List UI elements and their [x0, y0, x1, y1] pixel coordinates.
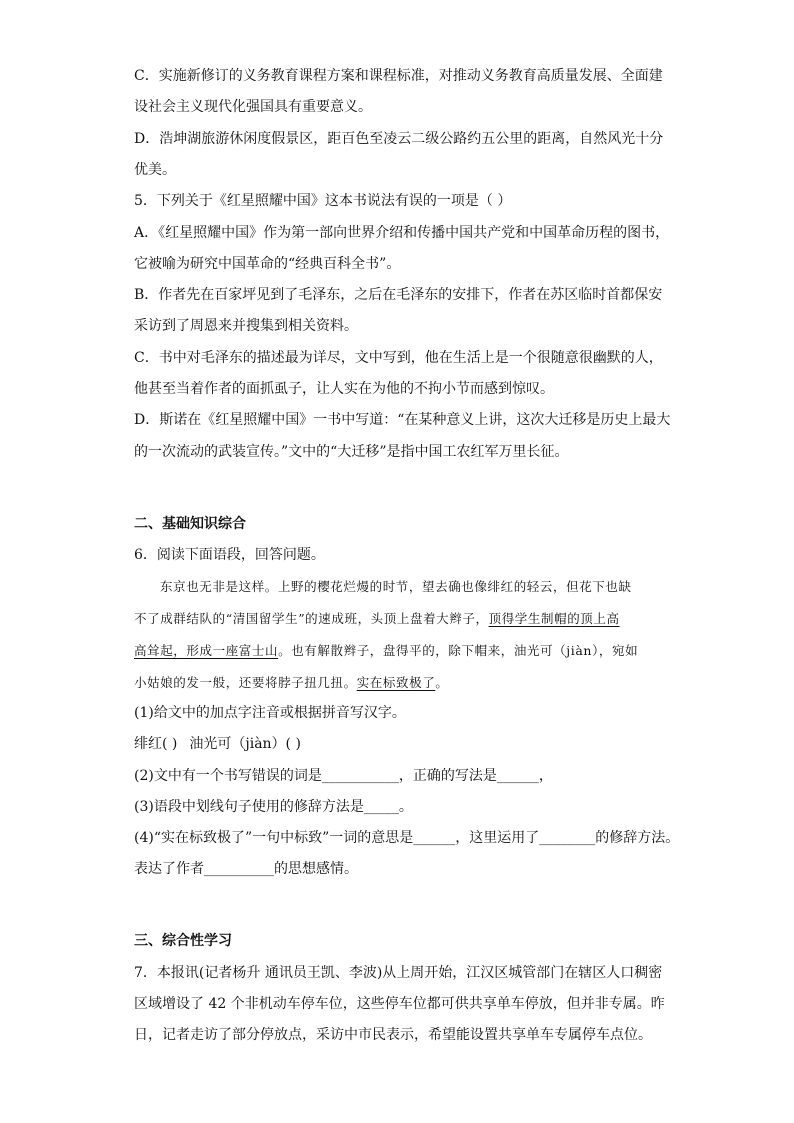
q6-sub3: (3)语段中划线句子使用的修辞方法是_____。 — [134, 799, 413, 815]
q6-passage-line3 — [134, 642, 638, 660]
sub1-item-b: 油光可（jiàn）( ) — [189, 736, 301, 752]
passage-underlined-phrase: 实在标致极了 — [356, 675, 436, 690]
q6-sub4-line2: 表达了作者__________的思想感情。 — [134, 861, 358, 877]
q5-option-b-line2: 采访到了周恩来并搜集到相关资料。 — [134, 318, 358, 334]
passage-text: 。 — [435, 675, 449, 690]
q6-passage-line4 — [134, 674, 448, 692]
q4-option-c-line2: 设社会主义现代化强国具有重要意义。 — [134, 99, 372, 115]
q6-passage-line1: 东京也无非是这样。上野的樱花烂熳的时节，望去确也像绯红的轻云，但花下也缺 — [160, 579, 632, 594]
passage-text: 。也有解散辫子，盘得平的，除下帽来，油光可（jiàn），宛如 — [278, 643, 639, 658]
q6-sub4-line1: (4)“实在标致极了”一句中标致”一词的意思是______，这里运用了________的修辞方法。 — [134, 830, 680, 846]
q5-option-c-line1: C．书中对毛泽东的描述最为详尽，文中写到，他在生活上是一个很随意很幽默的人， — [134, 350, 663, 366]
q7-line2: 区域增设了 42 个非机动车停车位，这些停车位都可供共享单车停放，但并非专属。昨 — [134, 996, 665, 1012]
passage-underlined-sentence: 高耸起，形成一座富士山 — [134, 643, 279, 658]
section-3-title: 三、综合性学习 — [134, 933, 232, 949]
passage-underlined-sentence: 顶得学生制帽的顶上高 — [488, 611, 620, 626]
q4-option-d-line2: 优美。 — [134, 162, 176, 178]
q6-sub1-items — [134, 735, 301, 753]
q7-line1: 7．本报讯(记者杨升 通讯员王凯、李波)从上周开始，江汉区城管部门在辖区人口稠密 — [134, 965, 663, 981]
passage-text: 小姑娘的发一般，还要将脖子扭几扭。 — [134, 675, 357, 690]
sub1-item-a: 绯红( ) — [134, 736, 178, 752]
q5-option-d-line1: D．斯诺在《红星照耀中国》一书中写道：“在某种意义上讲，这次大迁移是历史上最大 — [134, 412, 671, 428]
q6-sub2: (2)文中有一个书写错误的词是___________，正确的写法是______， — [134, 768, 553, 784]
q6-stem: 6．阅读下面语段，回答问题。 — [134, 547, 325, 563]
section-2-title: 二、基础知识综合 — [134, 516, 246, 532]
q4-option-d-line1: D．浩坤湖旅游休闲度假景区，距百色至凌云二级公路约五公里的距离，自然风光十分 — [134, 131, 664, 147]
q5-option-d-line2: 的一次流动的武装宣传。”文中的“大迁移”是指中国工农红军万里长征。 — [134, 444, 569, 460]
q5-option-a-line2: 它被喻为研究中国革命的“经典百科全书”。 — [134, 256, 401, 272]
q6-sub1: (1)给文中的加点字注音或根据拼音写汉字。 — [134, 705, 406, 721]
passage-text: 不了成群结队的“清国留学生”的速成班，头顶上盘着大辫子， — [134, 611, 489, 626]
q7-line3: 日，记者走访了部分停放点，采访中市民表示，希望能设置共享单车专属停车点位。 — [134, 1027, 652, 1043]
q4-option-c-line1: C．实施新修订的义务教育课程方案和课程标准，对推动义务教育高质量发展、全面建 — [134, 68, 663, 84]
q5-option-a-line1: A．《红星照耀中国》作为第一部向世界介绍和传播中国共产党和中国革命历程的图书， — [134, 225, 670, 241]
q5-option-b-line1: B．作者先在百家坪见到了毛泽东，之后在毛泽东的安排下，作者在苏区临时首都保安 — [134, 287, 663, 303]
q6-passage-line2 — [134, 610, 620, 628]
q5-stem: 5．下列关于《红星照耀中国》这本书说法有误的一项是（ ） — [134, 193, 512, 209]
q5-option-c-line2: 他甚至当着作者的面抓虱子，让人实在为他的不拘小节而感到惊叹。 — [134, 381, 554, 397]
